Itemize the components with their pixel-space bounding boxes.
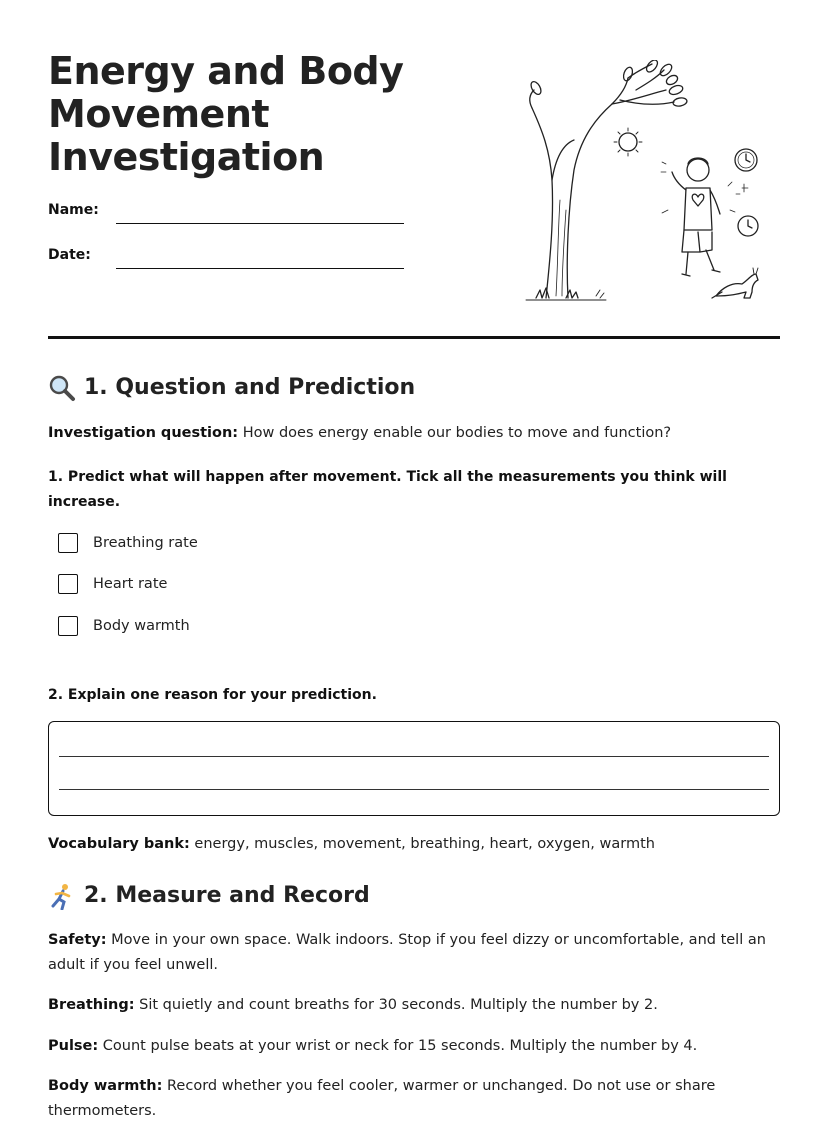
breathing-label: Breathing: xyxy=(48,997,135,1013)
breathing-text: Sit quietly and count breaths for 30 seconds. Multiply the number by 2. xyxy=(139,997,658,1013)
page-title: Energy and Body Movement Investigation xyxy=(48,49,404,179)
vocabulary-bank xyxy=(48,832,780,857)
prediction-question: 1. Predict what will happen after movement. Tick all the measurements you think will increase. xyxy=(48,469,727,510)
checkbox-heart-rate[interactable] xyxy=(58,572,167,596)
section-heading-question xyxy=(48,374,415,402)
checkbox-label: Heart rate xyxy=(93,576,168,592)
running-person-icon xyxy=(48,882,76,910)
checkbox-body-warmth[interactable] xyxy=(58,614,190,638)
name-line[interactable] xyxy=(116,223,404,224)
date-field[interactable] xyxy=(48,247,408,273)
checkbox-box[interactable] xyxy=(58,616,78,636)
date-label: Date: xyxy=(48,247,91,263)
investigation-label: Investigation question: xyxy=(48,425,239,441)
safety-text: Move in your own space. Walk indoors. Stop if you feel dizzy or uncomfortable, and tell an adult if you feel unwell. xyxy=(48,932,766,973)
checkbox-label: Breathing rate xyxy=(93,535,198,551)
checkbox-box[interactable] xyxy=(58,533,78,553)
name-field[interactable] xyxy=(48,202,408,228)
checkbox-breathing-rate[interactable] xyxy=(58,531,198,555)
section-heading-measure xyxy=(48,882,370,910)
pulse-instruction xyxy=(48,1034,780,1059)
section-heading-question-text: 1. Question and Prediction xyxy=(84,375,416,400)
warmth-text: Record whether you feel cooler, warmer or unchanged. Do not use or share thermometers. xyxy=(48,1078,716,1119)
checkbox-box[interactable] xyxy=(58,574,78,594)
explanation-answer-box[interactable] xyxy=(48,721,780,816)
checkbox-label: Body warmth xyxy=(93,618,190,634)
breathing-instruction xyxy=(48,993,780,1018)
vocabulary-text: energy, muscles, movement, breathing, heart, oxygen, warmth xyxy=(194,836,655,852)
warmth-label: Body warmth: xyxy=(48,1078,163,1094)
date-line[interactable] xyxy=(116,268,404,269)
answer-line xyxy=(59,756,769,757)
pulse-label: Pulse: xyxy=(48,1038,99,1054)
investigation-question xyxy=(48,421,780,446)
answer-line xyxy=(59,789,769,790)
tree-sun-child-clocks-kangaroo-illustration xyxy=(516,60,766,310)
explain-question: 2. Explain one reason for your prediction. xyxy=(48,687,377,703)
safety-instruction xyxy=(48,928,780,978)
magnifying-glass-icon xyxy=(48,374,76,402)
header-divider xyxy=(48,336,780,339)
investigation-text: How does energy enable our bodies to move and function? xyxy=(242,425,672,441)
name-label: Name: xyxy=(48,202,99,218)
vocabulary-label: Vocabulary bank: xyxy=(48,836,190,852)
warmth-instruction xyxy=(48,1074,780,1124)
pulse-text: Count pulse beats at your wrist or neck for 15 seconds. Multiply the number by 4. xyxy=(102,1038,698,1054)
safety-label: Safety: xyxy=(48,932,107,948)
section-heading-measure-text: 2. Measure and Record xyxy=(84,883,370,908)
